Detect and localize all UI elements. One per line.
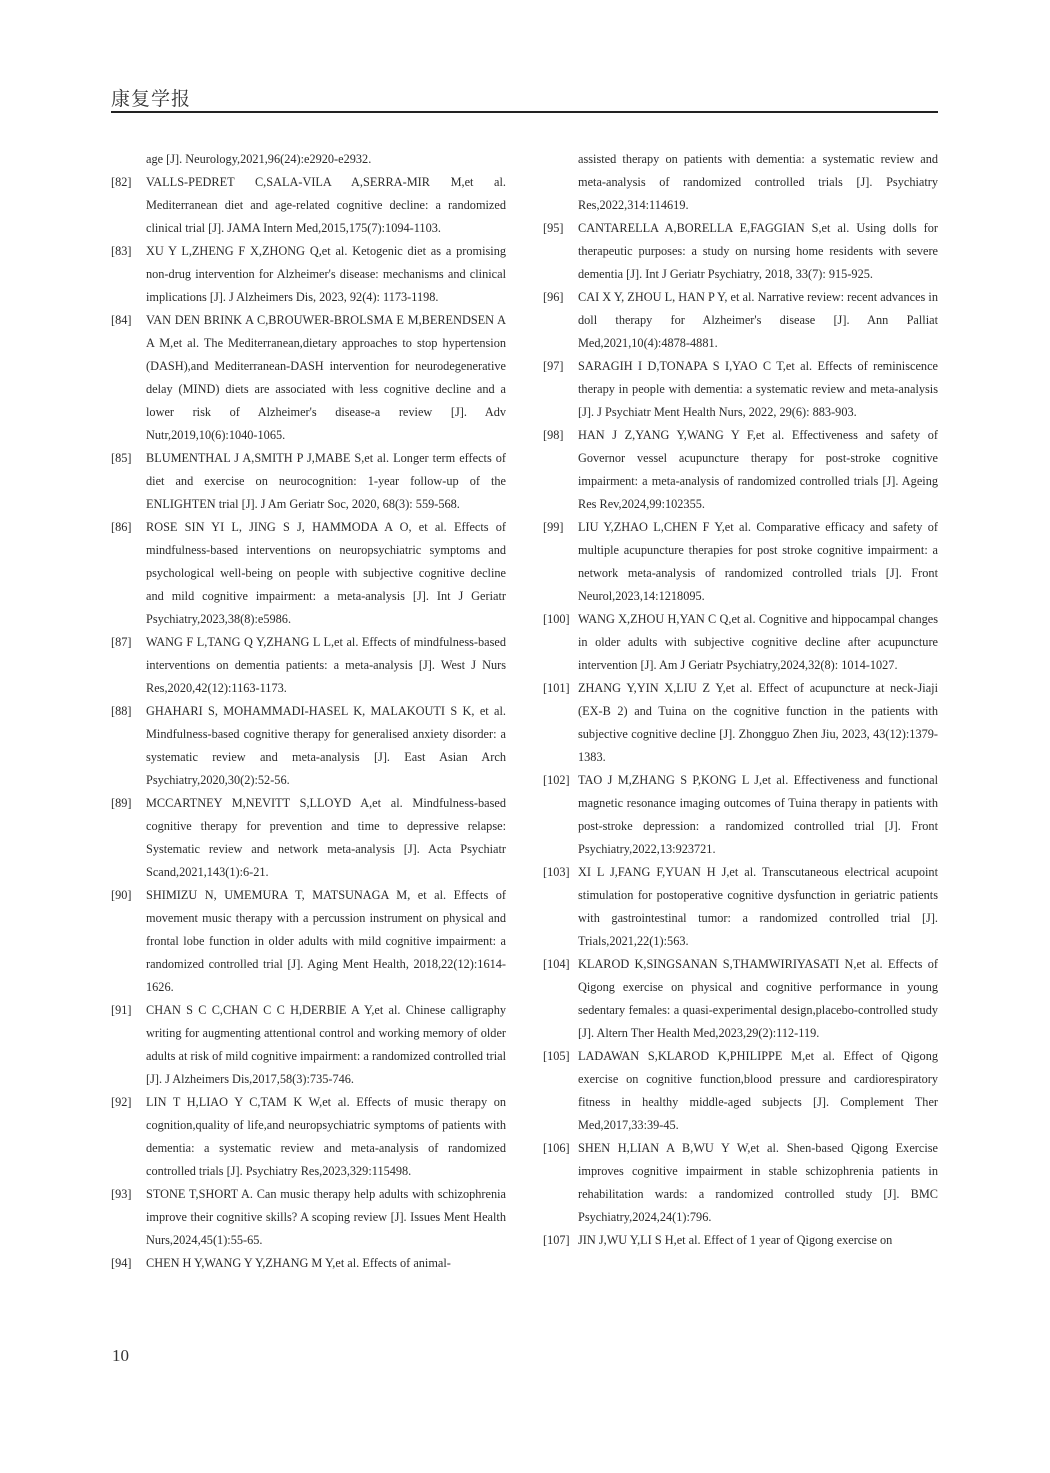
reference-text: MCCARTNEY M,NEVITT S,LLOYD A,et al. Mindfulness-based cognitive therapy for prevention and time to depressive relapse: Systematic review and network meta-analysis [J]. Acta Psychiatr Scand,2021,143(1):6-21. [146,796,506,879]
reference-number: [82] [111,175,132,189]
reference-text: LADAWAN S,KLAROD K,PHILIPPE M,et al. Effect of Qigong exercise on cognitive function,blood pressure and cardiorespiratory fitness in healthy middle-aged subjects [J]. Complement Ther Med,2017,33:39-45. [578,1049,938,1132]
reference-number: [86] [111,520,132,534]
reference-entry [543,953,938,1045]
reference-number: [97] [543,359,564,373]
reference-text: age [J]. Neurology,2021,96(24):e2920-e2932. [146,152,372,166]
reference-text: SHIMIZU N, UMEMURA T, MATSUNAGA M, et al. Effects of movement music therapy with a percussion instrument on physical and frontal lobe function in older adults with mild cognitive impairment: a randomized controlled trial [J]. Aging Ment Health, 2018,22(12):1614-1626. [146,888,506,994]
reference-number: [89] [111,796,132,810]
reference-text: CHEN H Y,WANG Y Y,ZHANG M Y,et al. Effects of animal- [146,1256,451,1270]
reference-number: [106] [543,1141,570,1155]
reference-text: XI L J,FANG F,YUAN H J,et al. Transcutaneous electrical acupoint stimulation for postoperative cognitive dysfunction in geriatric patients with gastrointestinal tumor: a randomized controlled trial [J]. Trials,2021,22(1):563. [578,865,938,948]
reference-entry [543,608,938,677]
reference-text: LIU Y,ZHAO L,CHEN F Y,et al. Comparative efficacy and safety of multiple acupuncture therapies for post stroke cognitive impairment: a network meta-analysis of randomized controlled trials [J]. Front Neurol,2023,14:1218095. [578,520,938,603]
reference-entry [111,148,506,171]
reference-entry [543,1137,938,1229]
reference-text: GHAHARI S, MOHAMMADI-HASEL K, MALAKOUTI S K, et al. Mindfulness-based cognitive therapy for generalised anxiety disorder: a systematic review and meta-analysis [J]. East Asian Arch Psychiatry,2020,30(2):52-56. [146,704,506,787]
reference-text: CAI X Y, ZHOU L, HAN P Y, et al. Narrative review: recent advances in doll therapy for Alzheimer's disease [J]. Ann Palliat Med,2021,10(4):4878-4881. [578,290,938,350]
reference-entry [111,700,506,792]
reference-number: [85] [111,451,132,465]
reference-text: KLAROD K,SINGSANAN S,THAMWIRIYASATI N,et al. Effects of Qigong exercise on physical and cognitive performance in young sedentary females: a quasi-experimental design,placebo-controlled study [J]. Altern Ther Health Med,2023,29(2):112-119. [578,957,938,1040]
reference-entry [543,1229,938,1252]
reference-entry [543,861,938,953]
reference-text: STONE T,SHORT A. Can music therapy help adults with schizophrenia improve their cognitive skills? A scoping review [J]. Issues Ment Health Nurs,2024,45(1):55-65. [146,1187,506,1247]
reference-text: WANG X,ZHOU H,YAN C Q,et al. Cognitive and hippocampal changes in older adults with subjective cognitive decline after acupuncture intervention [J]. Am J Geriatr Psychiatry,2024,32(8): 1014-1027. [578,612,938,672]
reference-entry [111,884,506,999]
reference-number: [104] [543,957,570,971]
reference-text: ZHANG Y,YIN X,LIU Z Y,et al. Effect of acupuncture at neck-Jiaji (EX-B 2) and Tuina on the cognitive function in the patients with subjective cognitive decline [J]. Zhongguo Zhen Jiu, 2023, 43(12):1379-1383. [578,681,938,764]
reference-entry [111,171,506,240]
reference-number: [94] [111,1256,132,1270]
header-rule [111,111,938,113]
reference-number: [95] [543,221,564,235]
reference-entry [543,1045,938,1137]
reference-text: assisted therapy on patients with dementia: a systematic review and meta-analysis of randomized controlled trials [J]. Psychiatry Res,2022,314:114619. [578,152,938,212]
reference-text: ROSE SIN YI L, JING S J, HAMMODA A O, et al. Effects of mindfulness-based interventions on neuropsychiatric symptoms and psychological well-being on people with subjective cognitive decline and mild cognitive impairment: a meta-analysis [J]. Int J Geriatr Psychiatry,2023,38(8):e5986. [146,520,506,626]
reference-text: TAO J M,ZHANG S P,KONG L J,et al. Effectiveness and functional magnetic resonance imaging outcomes of Tuina therapy in patients with post-stroke depression: a randomized controlled trial [J]. Front Psychiatry,2022,13:923721. [578,773,938,856]
reference-number: [87] [111,635,132,649]
reference-text: XU Y L,ZHENG F X,ZHONG Q,et al. Ketogenic diet as a promising non-drug intervention for Alzheimer's disease: mechanisms and clinical implications [J]. J Alzheimers Dis, 2023, 92(4): 1173-1198. [146,244,506,304]
reference-entry [543,286,938,355]
page-number: 10 [112,1346,129,1365]
reference-text: SARAGIH I D,TONAPA S I,YAO C T,et al. Effects of reminiscence therapy in people with dementia: a systematic review and meta-analysis [J]. J Psychiatr Ment Health Nurs, 2022, 29(6): 883-903. [578,359,938,419]
reference-entry [111,792,506,884]
reference-entry [543,355,938,424]
references-right-column [543,148,938,1252]
reference-number: [88] [111,704,132,718]
reference-text: LIN T H,LIAO Y C,TAM K W,et al. Effects of music therapy on cognition,quality of life,and neuropsychiatric symptoms of patients with dementia: a systematic review and meta-analysis of randomized controlled trials [J]. Psychiatry Res,2023,329:115498. [146,1095,506,1178]
reference-entry [543,516,938,608]
reference-number: [100] [543,612,570,626]
reference-entry [543,217,938,286]
reference-text: CHAN S C C,CHAN C C H,DERBIE A Y,et al. Chinese calligraphy writing for augmenting attentional control and working memory of older adults at risk of mild cognitive impairment: a randomized controlled trial [J]. J Alzheimers Dis,2017,58(3):735-746. [146,1003,506,1086]
reference-entry [111,999,506,1091]
reference-number: [105] [543,1049,570,1063]
reference-number: [101] [543,681,570,695]
reference-text: VALLS-PEDRET C,SALA-VILA A,SERRA-MIR M,et al. Mediterranean diet and age-related cognitive decline: a randomized clinical trial [J]. JAMA Intern Med,2015,175(7):1094-1103. [146,175,506,235]
reference-entry [111,447,506,516]
reference-number: [99] [543,520,564,534]
reference-number: [90] [111,888,132,902]
reference-entry [543,424,938,516]
reference-number: [93] [111,1187,132,1201]
reference-number: [107] [543,1233,570,1247]
reference-number: [84] [111,313,132,327]
reference-text: SHEN H,LIAN A B,WU Y W,et al. Shen-based Qigong Exercise improves cognitive impairment in stable schizophrenia patients in rehabilitation wards: a randomized controlled study [J]. BMC Psychiatry,2024,24(1):796. [578,1141,938,1224]
reference-text: WANG F L,TANG Q Y,ZHANG L L,et al. Effects of mindfulness-based interventions on dementia patients: a meta-analysis [J]. West J Nurs Res,2020,42(12):1163-1173. [146,635,506,695]
reference-entry [543,148,938,217]
reference-number: [96] [543,290,564,304]
reference-number: [98] [543,428,564,442]
reference-entry [111,1183,506,1252]
reference-entry [111,1252,506,1275]
reference-number: [83] [111,244,132,258]
reference-text: VAN DEN BRINK A C,BROUWER-BROLSMA E M,BERENDSEN A A M,et al. The Mediterranean,dietary approaches to stop hypertension (DASH),and Mediterranean-DASH intervention for neurodegenerative delay (MIND) diets are associated with less cognitive decline and a lower risk of Alzheimer's disease-a review [J]. Adv Nutr,2019,10(6):1040-1065. [146,313,506,442]
reference-entry [543,677,938,769]
reference-text: CANTARELLA A,BORELLA E,FAGGIAN S,et al. Using dolls for therapeutic purposes: a study on nursing home residents with severe dementia [J]. Int J Geriatr Psychiatry, 2018, 33(7): 915-925. [578,221,938,281]
reference-text: JIN J,WU Y,LI S H,et al. Effect of 1 year of Qigong exercise on [578,1233,893,1247]
reference-text: BLUMENTHAL J A,SMITH P J,MABE S,et al. Longer term effects of diet and exercise on neurocognition: 1-year follow-up of the ENLIGHTEN trial [J]. J Am Geriatr Soc, 2020, 68(3): 559-568. [146,451,506,511]
references-left-column [111,148,506,1275]
reference-number: [91] [111,1003,132,1017]
reference-number: [102] [543,773,570,787]
reference-entry [111,631,506,700]
journal-title: 康复学报 [111,88,192,110]
reference-entry [111,1091,506,1183]
reference-number: [103] [543,865,570,879]
reference-entry [111,240,506,309]
reference-entry [111,309,506,447]
reference-entry [543,769,938,861]
reference-number: [92] [111,1095,132,1109]
reference-entry [111,516,506,631]
reference-text: HAN J Z,YANG Y,WANG Y F,et al. Effectiveness and safety of Governor vessel acupuncture therapy for post-stroke cognitive impairment: a meta-analysis of randomized controlled trials [J]. Ageing Res Rev,2024,99:102355. [578,428,938,511]
